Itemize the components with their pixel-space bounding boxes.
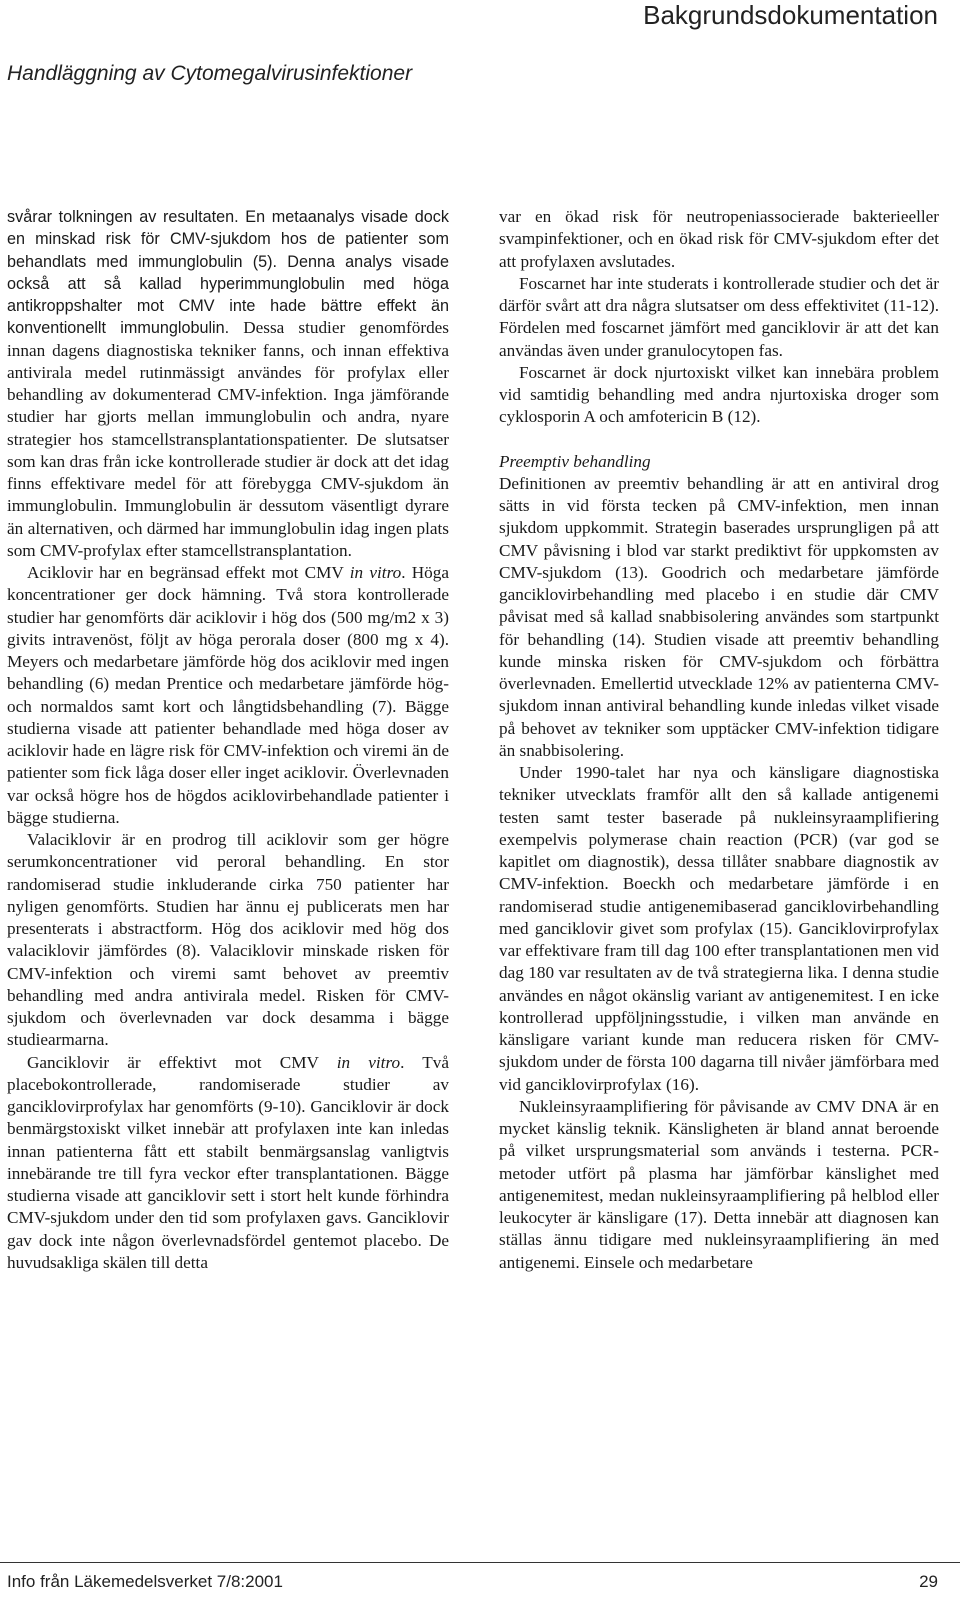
section-heading-preemptiv: Preemptiv behandling [499,451,651,471]
right-paragraph-1990: Under 1990-talet har nya och känsligare diagnostiska tekniker utvecklats framför allt den så kallade antigenemi testen samt tester baserade på nukleinsyraamplifiering exempelvis polymerase chain reaction (PCR) (var god se kapitlet om diagnostik), dessa tillåter snabbare diagnostik av CMV-infektion. Boeckh och medarbetare jämförde i en randomiserad studie antigenemibaserad ganciklovirbehandling med ganciklovir givet som profylax (15). Ganciklovirprofylax var effektivare fram till dag 100 efter transplantationen men vid dag 180 var resultaten av de två strategierna lika. I denna studie användes en något okänslig variant av antigenemitest. I en icke kontrollerad uppföljningsstudie, i vilken man använde en känsligare variant kunde man reducera risken för CMV-sjukdom under de första 100 dagarna till nivåer jämförbara med vid ganciklovirprofylax (16). [499,763,939,1094]
right-column [499,206,939,1274]
footer-publication: Info från Läkemedelsverket 7/8:2001 [7,1572,283,1591]
left-paragraph-valaciklovir: Valaciklovir är en prodrog till aciklovir som ger högre serumkoncentrationer vid peroral behandling. En stor randomiserad studie inkluderande cirka 750 patienter har nyligen genomförts. Studien har ännu ej publicerats men har presenterats i abstractform. Hög dos aciklovir med hög dos valaciklovir jämfördes (8). Valaciklovir minskade risken för CMV-infektion och viremi samt behovet av preemtiv behandling med andra antivirala medel. Risken för CMV-sjukdom och överlevnaden var dock desamma i bägge studiearmarna. [7,830,449,1050]
right-paragraph-1: var en ökad risk för neutropeniassocierade bakterieeller svampinfektioner, och en ökad risk för CMV-sjukdom efter det att profylaxen avslutades. [499,207,939,271]
left-column [7,206,449,1274]
footer-divider [0,1562,960,1563]
right-paragraph-foscarnet-2: Foscarnet är dock njurtoxiskt vilket kan innebära problem vid samtidig behandling med andra njurtoxiska droger som cyklosporin A och amfotericin B (12). [499,362,939,427]
right-paragraph-foscarnet-1: Foscarnet har inte studerats i kontrollerade studier och det är därför svårt att dra några slutsatser om dess effektivitet (11-12). Fördelen med foscarnet jämfört med ganciklovir är att det kan användas även under granulocytopen fas. [499,273,939,360]
left-paragraph-1: svårar tolkningen av resultaten. En metaanalys visade dock en minskad risk för CMV-sjukdom hos de patienter som behandlats med immunglobulin (5). Denna analys visade också att så kallad hyperimmunglobulin med höga antikroppshalter mot CMV inte hade bättre effekt än konventionellt immunglobulin. Dessa studier genomfördes innan dagens diagnostiska tekniker fanns, och innan effektiva antivirala medel rutinmässigt användes för profylax eller behandling av dokumenterad CMV-infektion. Inga jämförande studier har gjorts mellan immunglobulin och andra, nyare strategier hos stamcellstransplantationspatienter. De slutsatser som kan dras från icke kontrollerade studier är dock att det idag finns effektivare medel för att förebygga CMV-sjukdom än immunglobulin. Immunglobulin är dessutom väsentligt dyrare än alternativen, och därmed har immunglobulin idag ingen plats som CMV-profylax efter stamcellstransplantation. [7,208,449,560]
section-title: Bakgrundsdokumentation [643,0,938,30]
left-paragraph-ganciklovir: Ganciklovir är effektivt mot CMV in vitro. Två placebokontrollerade, randomiserade studier av ganciklovirprofylax har genomförts (9-10). Ganciklovir är dock benmärgstoxiskt vilket innebär att profylaxen inte kan inledas innan patienterna fått ett stabilt benmärgsanslag vanligtvis innebärande tre till fyra veckor efter transplantationen. Bägge studierna visade att ganciklovir sett i stort helt kunde förhindra CMV-sjukdom under den tid som profylaxen gavs. Ganciklovir gav dock inte någon överlevnadsfördel gentemot placebo. De huvudsakliga skälen till detta [7,1052,449,1272]
right-paragraph-nukleinsyra: Nukleinsyraamplifiering för påvisande av CMV DNA är en mycket känslig teknik. Känsligheten är bland annat beroende på vilket ursprungsmaterial som används i testerna. PCR-metoder utfört på plasma har jämförbar känslighet med antigenemitest, medan nukleinsyraamplifiering på helblod eller leukocyter är känsligare (17). Detta innebär att diagnosen kan ställas ännu tidigare med nukleinsyraamplifiering än med antigenemi. Einsele och medarbetare [499,1096,939,1272]
page-number: 29 [919,1572,938,1591]
right-paragraph-definition: Definitionen av preemtiv behandling är att en antiviral drog sätts in vid första tecken på CMV-infektion, men innan sjukdom uppkommit. Strategin baserades ursprungligen på att CMV påvisning i blod var starkt prediktivt för uppkomsten av CMV-sjukdom (13). Goodrich och medarbetare jämförde ganciklovirbehandling med placebo i en studie där CMV påvisat med så kallad snabbisolering användes som startpunkt för behandling (14). Studien visade att preemtiv behandling kunde minska risken för CMV-sjukdom och förbättra överlevnaden. Emellertid utvecklade 12% av patienterna CMV-sjukdom innan antiviral behandling kunde inledas vilket visade på behovet av tekniker som upptäcker CMV-infektion tidigare än snabbisolering. [499,473,939,760]
left-paragraph-aciklovir: Aciklovir har en begränsad effekt mot CMV in vitro. Höga koncentrationer ger dock hämning. Två stora kontrollerade studier har genomförts där aciklovir i hög dos (500 mg/m2 x 3) givits intravenöst, följt av höga perorala doser (800 mg x 4). Meyers och medarbetare jämförde hög dos aciklovir med ingen behandling (6) medan Prentice och medarbetare jämförde hög- och normaldos samt kort och långtidsbehandling (7). Bägge studierna visade att patienter behandlade med höga doser av aciklovir hade en lägre risk för CMV-infektion och viremi än de patienter som fick låga doser eller inget aciklovir. Överlevnaden var också högre hos de högdos aciklovirbehandlade patienter i bägge studierna. [7,563,449,827]
document-subtitle: Handläggning av Cytomegalvirusinfektioner [7,62,413,85]
